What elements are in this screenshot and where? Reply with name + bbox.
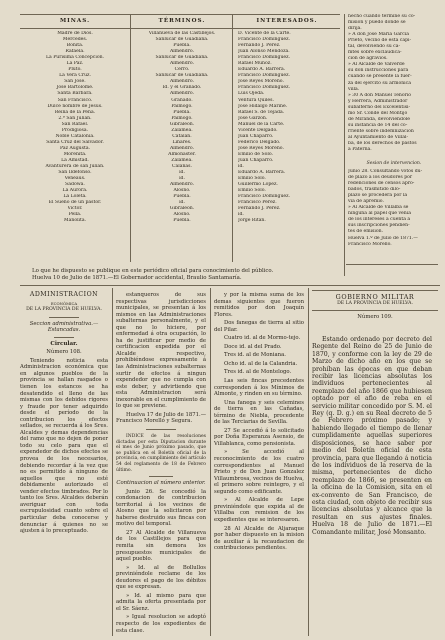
mina-name: José Bartolomé.: [56, 85, 94, 91]
interesado-name: Manuel de la Cárte.: [238, 121, 285, 127]
mina-name: Santa Bárbara.: [57, 91, 93, 97]
right-top-line: » 30 A don Manuel Tenorio: [348, 92, 412, 98]
interesado-name: Luis Ojeda.: [238, 91, 265, 97]
termino-name: Sanlúcar de Guadiana.: [155, 55, 209, 61]
mina-name: San Rafael.: [61, 121, 89, 127]
mina-name: Sadowa.: [65, 182, 85, 188]
gob-province: DE LA PROVINCIA DE HUELVA.: [337, 300, 413, 306]
interesado-name: Francisco Dominguez.: [238, 85, 291, 91]
mina-name: Rafaela.: [65, 49, 85, 55]
mina-name: Madre de Dios.: [57, 31, 93, 36]
table-divider-1: [130, 14, 131, 262]
termino-name: Granado.: [171, 97, 193, 103]
mina-name: Reina de la Peña.: [54, 109, 96, 115]
termino-name: Paimogo.: [171, 115, 193, 121]
right-top-line: rriente sobre indemnización: [348, 128, 414, 134]
resolution-item: » Id. al de Bollullos previniéndole reclame de los deudores el pago de los débitos que se expresan.: [116, 564, 206, 591]
termino-name: Sanlúcar de Guadiana.: [155, 37, 209, 43]
termino-name: Zalamea.: [171, 157, 193, 163]
interesado-name: Eduardo A. Barrera.: [238, 67, 286, 73]
right-top-line: a Paterna.: [348, 147, 372, 153]
right-top-line: Prieto, vecino de esta capi-: [348, 38, 412, 44]
mina-name: Paz Augusta.: [59, 145, 91, 151]
mina-name: La Paz.: [66, 61, 84, 67]
termino-name: Zalamea.: [171, 127, 193, 133]
sesion-title: Sesion de intervencion.: [366, 161, 422, 166]
termino-name: Almonaster.: [168, 151, 196, 157]
right-top-line: su don instrucciones para: [348, 68, 409, 74]
right-mid-line: de plazo á los deudores por: [348, 175, 413, 181]
right-top-line: za del ejército su armónica: [348, 80, 411, 86]
termino-name: Almendro.: [169, 49, 195, 55]
right-top-line: su instancia de 14 del co-: [348, 122, 408, 128]
interesado-name: Emilio de Solo.: [238, 151, 273, 157]
resolution-item: » Al Alcalde de Lepe previniéndole que expida al de Villalba con remision de los expedientes que se interesaron.: [214, 497, 304, 523]
mina-name: La Vera Cruz.: [59, 73, 91, 79]
mina-name: Dulce nombre de Jesús.: [47, 103, 103, 109]
circular-number: Número 108.: [46, 349, 82, 356]
admin-rule: [49, 317, 79, 318]
termino-name: id.: [179, 170, 185, 176]
gob-text: Estando ordenado por decreto del Regente del Reino de 25 de Junio de 1870, y conforme con la ley de 29 de Marzo de dicho año en los que se prohíban las épocas en que deban recibir las licencias absolutas los individuos pertenecientes al reemplazo del año 1866 que hubiesen optado por el afio de reba en el servicio militar concedido por S. M. el Rey (q. D. g.) en su Real decreto de 5 de Febrero próximo pasado; y habiendo llegado el tiempo de llenar cumplidamente aquellas superiores disposiciones, se hace saber por medio del Boletín oficial de esta provincia, para que llegando á noticia de los individuos de la reserva de la misma, pertenecientes de dicho reemplazo de 1866, se presenten en la oficina de la Comision, sita en el ex-convento de San Francisco, de esta ciudad, con objeto de recibir sus licencias absolutas y alcance que la resultan en sus ajustes finales. Huelva 18 de Julio de 1871.—El Comandante militar, José Monsanto.: [312, 336, 432, 536]
terminos-column: [132, 31, 232, 225]
mina-name: Mercedes.: [62, 37, 88, 43]
mina-name: Victor.: [67, 206, 83, 212]
termino-name: id.: [179, 176, 185, 182]
mina-name: Pluto.: [68, 67, 82, 73]
termino-name: Linares.: [172, 139, 192, 145]
admin-subtitle: ECONÓMICA: [50, 300, 78, 306]
mina-name: La Amistad.: [61, 157, 89, 163]
admin-rule-2: [54, 337, 74, 338]
right-top-line: » Al Alcalde de Valverde: [348, 62, 405, 68]
mina-name: La Purisima Concepcion.: [45, 55, 105, 61]
interesado-name: Francisco Perez.: [238, 200, 277, 206]
interesado-name: Ventura Quiles.: [238, 97, 274, 103]
gob-notice: [312, 336, 432, 536]
gob-rule-top: [312, 290, 438, 291]
mina-name: Bonita.: [66, 43, 84, 49]
interesado-name: Eduardo A. Barrera.: [238, 170, 286, 176]
termino-name: Catalan.: [172, 133, 192, 139]
right-top-line: ba, de los derechos de pastos: [348, 140, 417, 146]
interesado-name: Fernando J. Perez.: [238, 206, 281, 212]
termino-name: Calañas.: [172, 164, 192, 170]
table-header-rule: [20, 28, 340, 29]
notice-rule: [20, 285, 440, 286]
right-column-top: [348, 14, 440, 153]
right-top-line: hecho cuando termine su co-: [348, 14, 416, 19]
termino-name: Puebla.: [173, 109, 191, 115]
col2-rule: [146, 429, 176, 430]
interesado-name: Guillermo Lopez.: [238, 182, 278, 188]
notice-line-2: Huelva 10 de Julio de 1871.—El Gobernador accidental, Braulio Santamaría.: [32, 274, 242, 281]
bottom-divider-1: [112, 288, 113, 636]
resolutions-list-b: [214, 292, 304, 554]
circular-date: Huelva 17 de Julio de 1871.—Francisco Morelló y Segura.: [116, 411, 206, 425]
gobierno-militar: [312, 290, 438, 321]
resolution-item: » Id. al mismo para que admita la oferta presentada por el Sr. Sáenz.: [116, 592, 206, 612]
interesado-name: D. Vicente de la Cárte.: [238, 31, 291, 36]
termino-name: Gibraleon.: [169, 206, 195, 212]
resolution-item: Cuatro id. al de Mormo-tejo.: [224, 335, 301, 342]
bottom-divider-3: [308, 288, 309, 636]
col2-rule-2: [149, 476, 173, 477]
bottom-divider-2: [210, 288, 211, 636]
interesado-name: José Hidalgo Marine.: [238, 103, 288, 109]
header-minas: MINAS.: [59, 18, 91, 24]
interesado-name: Juan Alonso Mendoza.: [238, 49, 290, 55]
resolution-item: » Se accedió al reconocimiento de los cuatro correspondientes al Manuel Prieto y de Don Juan Gonzalez Villaumbrosa, vecinos de Huelva, el primero sobre reintegro, y el segundo como edificante.: [214, 449, 304, 495]
right-top-line: subalterno del Excelentísi-: [348, 104, 411, 110]
interesado-name: José Reyes Moreno.: [238, 79, 284, 85]
termino-name: Almendro.: [169, 182, 195, 188]
admin-section: Seccion administrativa.—Estancadas.: [29, 320, 99, 334]
right-mid-line: tes de emision.: [348, 229, 384, 235]
mina-name: Santa Cruz del Salvador.: [46, 139, 104, 145]
resolution-item: 28 Al Alcalde de Aljaraque por haber dispuesto en la mision de auxiliar á la recaudacion de contribuciones pendientes.: [214, 525, 304, 552]
gob-title: GOBIERNO MILITAR: [335, 293, 415, 301]
interesado-name: id.: [238, 212, 244, 218]
admin-province: DE LA PROVINCIA DE HUELVA.: [26, 307, 102, 313]
mina-name: Veneaus.: [64, 176, 86, 182]
header-terminos: TÉRMINOS.: [158, 18, 206, 24]
interesado-name: Federico Delgado.: [238, 139, 281, 145]
right-mid-line: ninguna al papel que venía: [348, 211, 411, 217]
mina-name: Pella.: [68, 212, 82, 218]
resolution-item: Una fanega y seis celemines de tierra en las Cañadas, término de Niebla, procedente de las Terciarias de Sevilla.: [214, 399, 304, 426]
mina-name: Avanturera de san Julian.: [45, 164, 105, 170]
interesado-name: Emilio Solo.: [238, 188, 266, 194]
right-top-line: y Herrera, Administrador: [348, 98, 408, 104]
termino-name: Paimogo.: [171, 103, 193, 109]
resolution-item: Tres id. al de Moniana.: [224, 352, 286, 359]
right-mid-line: » Al Alcalde de Villalba se: [348, 205, 409, 211]
continuacion-title: Continuacion al número anterior.: [116, 480, 206, 487]
interesado-name: Francisco Dominguez.: [238, 194, 291, 200]
mina-name: 2.ª San Julian.: [58, 115, 92, 121]
right-top-line: cuando se presente la fuer-: [348, 74, 412, 80]
termino-name: Almendro.: [169, 145, 195, 151]
right-mid-line: de los intereses á cuenta á: [348, 217, 411, 223]
mina-name: San Ildefonso.: [58, 170, 92, 176]
resolution-item: y por la misma suma de los demas siguientes que fueron remitidos por don Joaquín Flores.: [214, 292, 304, 318]
table-top-rule: [20, 14, 340, 15]
interesado-name: José Garzon.: [238, 115, 268, 121]
admin-column: [20, 292, 108, 537]
resolutions-list-a: [116, 489, 206, 634]
right-mid-line: Junio 28. Consultando votos du-: [348, 169, 423, 174]
right-top-line: tal, devolviendo su ca-: [348, 44, 401, 50]
resolution-item: Tres id. al de Montelogo.: [224, 369, 292, 376]
interesado-name: Francisco Dominguez.: [238, 55, 291, 61]
interesado-name: Vicente Delgado.: [238, 127, 278, 133]
termino-name: Gibraleon.: [169, 121, 195, 127]
termino-name: Alosno.: [173, 188, 191, 194]
mina-name: La Loleta.: [63, 194, 87, 200]
resolution-item: Dos fanegas de tierra al sitio del Pilar.: [214, 320, 304, 333]
right-mid-line: bados, trasmitido dilo-: [348, 187, 401, 193]
interesado-name: Rafael Muñoz.: [238, 61, 272, 67]
interesado-name: José Reyes Moreno.: [238, 145, 284, 151]
resolution-item: Junio 26. Se concedió la condonacion de contribucion territorial á los vecinos de Alosno que la solicitaron por haberse destruido sus fincas con motivo del temporal.: [116, 488, 206, 528]
mina-name: El Sueño de un pastor.: [48, 200, 102, 206]
right-mid-line: Francisco Morelló.: [348, 241, 392, 247]
resolution-item: 27 Al Alcalde de Villanueva de los Castillejos para que remita sin demora los presupuestos municipales de aquel pueblo.: [116, 529, 206, 563]
termino-name: Alosno.: [173, 212, 191, 218]
right-column-mid: [348, 169, 440, 248]
resolution-item: Ocho id. al de la Calandria.: [224, 360, 298, 367]
termino-name: Puebla.: [173, 194, 191, 200]
right-mid-line: vía de apremio.: [348, 199, 384, 205]
termino-name: Cerro.: [174, 67, 190, 73]
mina-name: Manolita.: [63, 218, 87, 224]
termino-name: Villanueva de las Castillejos.: [148, 31, 216, 36]
right-mid-line: redenciones de censos apro-: [348, 181, 415, 187]
right-top-line: dirija.: [348, 26, 362, 32]
right-top-line: villa.: [348, 86, 360, 92]
mina-name: San José.: [64, 79, 86, 85]
resolution-item: » Igual resolucion se adoptó respecto de los expedientes de esta clase.: [116, 614, 206, 634]
termino-name: Almendro.: [169, 61, 195, 67]
resolution-item: 27 Se accedió á lo solicitado por Doña Esperanza Asensio, de Villablanca, como pensionista.: [214, 427, 304, 447]
gob-rule: [312, 310, 438, 311]
interesado-name: Jorge Ritan.: [238, 218, 266, 224]
indice-text: INDICE de las resoluciones dictadas por esta Diputacion durante el mes de Junio próximo pasado, que se publica en el Boletín oficial de la provincia, en cumplimiento del artículo 54 del reglamento de 18 de Febrero último.: [116, 433, 206, 473]
gob-number: Número 109.: [357, 314, 393, 321]
interesado-name: Francisco Dominguez.: [238, 37, 291, 43]
right-column-rule: [346, 264, 438, 265]
resolution-item: Las seis fincas precedentes corresponden á los Mínimos de Almonte, y rinden en su término.: [214, 378, 304, 398]
admin-title: ADMINISTRACION: [29, 291, 99, 298]
interesado-name: Francisco Dominguez.: [238, 73, 291, 79]
right-top-line: ción de agravios.: [348, 56, 388, 62]
table-divider-2: [232, 14, 233, 262]
right-top-line: de Miranda, devolviéndole: [348, 116, 410, 122]
termino-name: Almendro.: [169, 91, 195, 97]
termino-name: Puebla.: [173, 218, 191, 224]
circular-title: Circular.: [50, 340, 78, 347]
resolution-item: Doce id. al del Prado.: [224, 343, 282, 350]
termino-name: Sanlúcar de Guadiana.: [155, 73, 209, 79]
public-notice: [20, 268, 360, 281]
page-column-divider: [344, 14, 345, 276]
right-top-line: mtes sobre exclaudica-: [348, 50, 402, 56]
mina-name: Morenita.: [63, 151, 87, 157]
interesado-name: Juan Chaparro.: [238, 133, 274, 139]
right-mid-line: plazo se procederá por la: [348, 193, 408, 199]
termino-name: Puebla.: [173, 43, 191, 49]
termino-name: Almendro.: [169, 79, 195, 85]
termino-name: id.: [179, 200, 185, 206]
right-top-line: » A don José María García: [348, 32, 410, 38]
interesado-name: id.: [238, 164, 244, 170]
notice-line-1: Lo que he dispuesto se publique en este periódico oficial para conocimiento del público.: [32, 268, 274, 274]
right-mid-line: Huelva 1.º de Julio de 1871.—: [348, 235, 418, 241]
mina-name: Noble Catalonia.: [55, 133, 95, 139]
circular-continuation: estanqueros de sus respectivas jurisdicciones municipales, se presentan á los mismos en las Administraciones subalternas personalmente, y el que no lo hiciere, por enfermedad á otra ocupación, lo ha de justificar por medio de certificacion expedida por el Alcalde respectivo, prohibiéndose expresamente á las Administraciones subalternas surtir de efectos á ningun expendedor que no cumpla con este deber, y advirtiendo que esta Administracion será inexorable en el cumplimiento de lo que se previene.: [116, 292, 206, 410]
circular-text: Teniendo noticia esta Administracion económica que en algunos pueblos de la provincia se hallan rasgados o tienen los estancos se ha desatendido el lleno de las mismas con los debidos rigores y fraude por tener adquirido desde el período de la contribucion los efectos sellados, se recuerda á los Sres. Alcaldes y demas dependencias del ramo que no dejen de poner todo su celo para que el expendedor de dichos efectos se provea de los necesarios, debiendo recordar á la vez que no es permitido á ninguno de aquellos que no esté debidamente autorizado el vender efectos timbrados. Por lo tanto los Sres. Alcaldes deberán averiguar con toda escrupulosidad cuanto sobre el particular deba conocerse y denunciar á quienes no se ajusten á lo preceptuado.: [20, 357, 108, 535]
right-mid-line: sus inscripciones pendien-: [348, 223, 410, 229]
interesado-name: Emilio Solo.: [238, 176, 266, 182]
column-2: [116, 292, 206, 636]
mina-name: Prodigiosa.: [61, 127, 89, 133]
interesado-name: Juan Chaparro.: [238, 157, 274, 163]
right-top-line: al Ayuntamiento de Villal-: [348, 134, 408, 140]
mina-name: San Francisco.: [57, 97, 93, 103]
interesado-name: Fernando J. Perez.: [238, 43, 281, 49]
right-top-line: mo Sr. Conde del Montijo: [348, 110, 408, 116]
interesados-column: [238, 31, 342, 225]
header-interesados: INTERESADOS.: [256, 18, 318, 24]
mina-name: La Aurora.: [62, 188, 88, 194]
minas-column: [20, 31, 130, 225]
right-top-line: misión y puedo dónde se: [348, 20, 406, 26]
termino-name: Id. y el Granado.: [162, 85, 202, 91]
interesado-name: Rafael S. de Tejada.: [238, 109, 285, 115]
